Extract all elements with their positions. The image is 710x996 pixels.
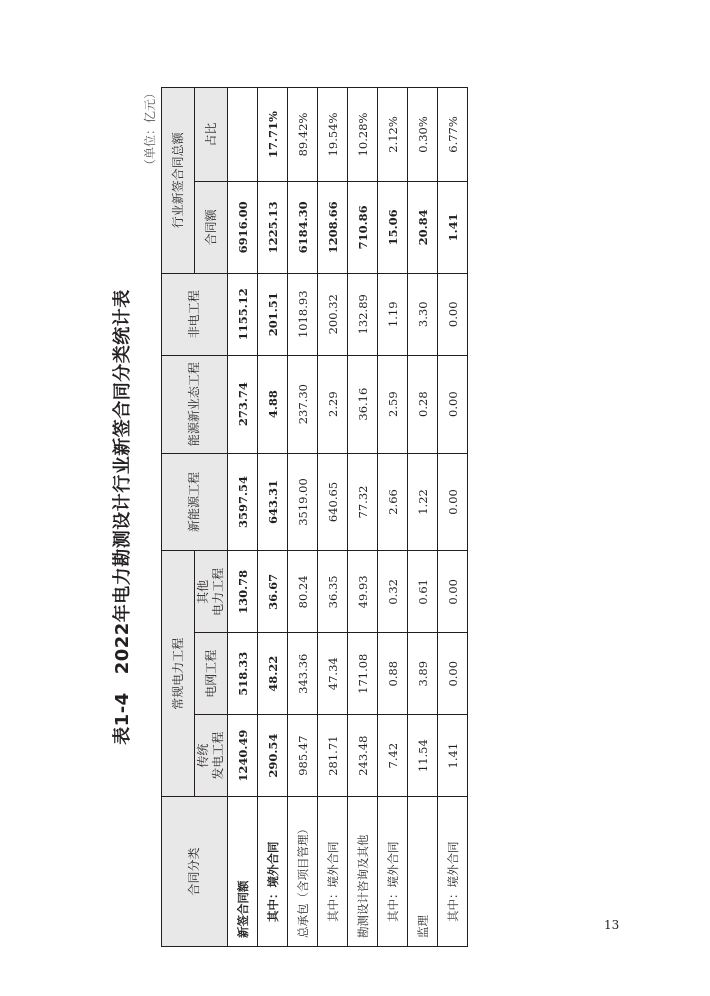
cell-energy-new-forms: 0.00: [438, 355, 468, 453]
cell-new-energy: 1.22: [408, 453, 438, 551]
row-label: 其中：境外合同: [318, 797, 348, 947]
cell-contract-amount: 6916.00: [228, 181, 258, 273]
cell-share: 2.12%: [378, 88, 408, 182]
cell-non-power: 200.32: [318, 273, 348, 355]
cell-traditional: 1.41: [438, 715, 468, 797]
cell-share: [228, 88, 258, 182]
cell-traditional: 1240.49: [228, 715, 258, 797]
cell-other-power: 49.93: [348, 551, 378, 633]
cell-share: 89.42%: [288, 88, 318, 182]
table-title: 2022年电力勘测设计行业新签合同分类统计表: [112, 289, 133, 675]
cell-new-energy: 3597.54: [228, 453, 258, 551]
cell-non-power: 1018.93: [288, 273, 318, 355]
cell-share: 0.30%: [408, 88, 438, 182]
header-conventional-group: 常规电力工程: [162, 551, 195, 797]
cell-non-power: 1.19: [378, 273, 408, 355]
unit-note: （单位：亿元）: [143, 87, 157, 172]
cell-new-energy: 2.66: [378, 453, 408, 551]
header-grid: 电网工程: [195, 633, 228, 715]
header-traditional-generation: 传统 发电工程: [195, 715, 228, 797]
row-label: 其中：境外合同: [378, 797, 408, 947]
cell-grid: 0.88: [378, 633, 408, 715]
cell-other-power: 36.35: [318, 551, 348, 633]
row-label: 其中：境外合同: [258, 797, 288, 947]
page-number: 13: [604, 918, 620, 932]
contract-statistics-table: [161, 87, 468, 947]
header-category: 合同分类: [162, 797, 228, 947]
cell-grid: 171.08: [348, 633, 378, 715]
table-row: [348, 88, 378, 947]
cell-share: 17.71%: [258, 88, 288, 182]
header-share: 占比: [195, 88, 228, 182]
cell-contract-amount: 20.84: [408, 181, 438, 273]
cell-grid: 3.89: [408, 633, 438, 715]
table-row: [378, 88, 408, 947]
cell-non-power: 3.30: [408, 273, 438, 355]
cell-other-power: 36.67: [258, 551, 288, 633]
table-row: [408, 88, 438, 947]
cell-energy-new-forms: 4.88: [258, 355, 288, 453]
cell-traditional: 7.42: [378, 715, 408, 797]
cell-new-energy: 0.00: [438, 453, 468, 551]
table-row: [288, 88, 318, 947]
table-number: 表1-4: [112, 692, 133, 745]
cell-traditional: 281.71: [318, 715, 348, 797]
cell-contract-amount: 1.41: [438, 181, 468, 273]
cell-traditional: 290.54: [258, 715, 288, 797]
cell-grid: 47.34: [318, 633, 348, 715]
cell-non-power: 1155.12: [228, 273, 258, 355]
cell-new-energy: 3519.00: [288, 453, 318, 551]
cell-non-power: 0.00: [438, 273, 468, 355]
cell-non-power: 201.51: [258, 273, 288, 355]
table-row: [438, 88, 468, 947]
row-label: 勘测设计咨询及其他: [348, 797, 378, 947]
row-label: 新签合同额: [228, 797, 258, 947]
cell-contract-amount: 710.86: [348, 181, 378, 273]
table-row: [258, 88, 288, 947]
cell-share: 19.54%: [318, 88, 348, 182]
cell-grid: 343.36: [288, 633, 318, 715]
cell-traditional: 985.47: [288, 715, 318, 797]
header-contract-amount: 合同额: [195, 181, 228, 273]
cell-contract-amount: 1208.66: [318, 181, 348, 273]
cell-energy-new-forms: 237.30: [288, 355, 318, 453]
rotated-table-page: [106, 87, 626, 947]
table-row: [228, 88, 258, 947]
cell-new-energy: 77.32: [348, 453, 378, 551]
cell-grid: 518.33: [228, 633, 258, 715]
row-label: 总承包（含项目管理）: [288, 797, 318, 947]
cell-energy-new-forms: 273.74: [228, 355, 258, 453]
header-non-power: 非电工程: [162, 273, 228, 355]
cell-contract-amount: 15.06: [378, 181, 408, 273]
header-other-power: 其他 电力工程: [195, 551, 228, 633]
cell-traditional: 11.54: [408, 715, 438, 797]
cell-other-power: 130.78: [228, 551, 258, 633]
cell-energy-new-forms: 0.28: [408, 355, 438, 453]
cell-contract-amount: 1225.13: [258, 181, 288, 273]
cell-energy-new-forms: 36.16: [348, 355, 378, 453]
cell-other-power: 0.61: [408, 551, 438, 633]
cell-contract-amount: 6184.30: [288, 181, 318, 273]
row-label: 监理: [408, 797, 438, 947]
cell-other-power: 80.24: [288, 551, 318, 633]
row-label: 其中：境外合同: [438, 797, 468, 947]
cell-share: 10.28%: [348, 88, 378, 182]
cell-grid: 0.00: [438, 633, 468, 715]
cell-share: 6.77%: [438, 88, 468, 182]
header-industry-group: 行业新签合同总额: [162, 88, 195, 274]
table-row: [318, 88, 348, 947]
cell-new-energy: 643.31: [258, 453, 288, 551]
cell-new-energy: 640.65: [318, 453, 348, 551]
cell-traditional: 243.48: [348, 715, 378, 797]
header-new-energy: 新能源工程: [162, 453, 228, 551]
cell-non-power: 132.89: [348, 273, 378, 355]
cell-other-power: 0.00: [438, 551, 468, 633]
header-energy-new-forms: 能源新业态工程: [162, 355, 228, 453]
cell-energy-new-forms: 2.59: [378, 355, 408, 453]
table-title-wrap: [106, 87, 140, 947]
cell-grid: 48.22: [258, 633, 288, 715]
cell-energy-new-forms: 2.29: [318, 355, 348, 453]
cell-other-power: 0.32: [378, 551, 408, 633]
